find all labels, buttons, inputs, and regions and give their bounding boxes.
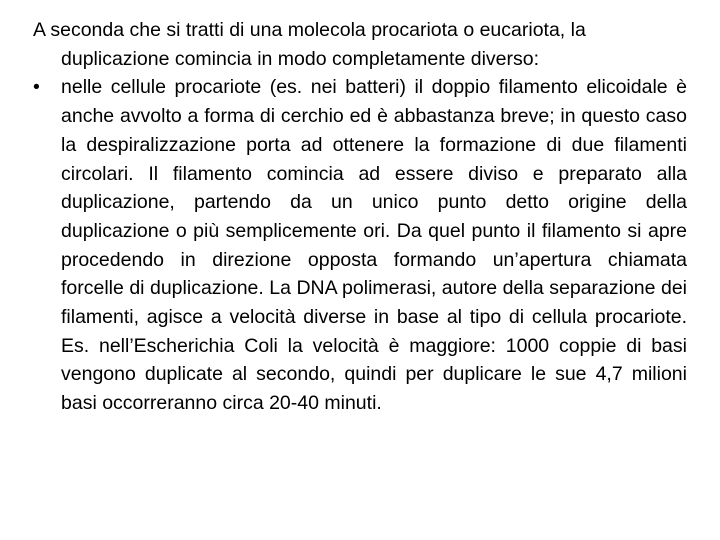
bullet-item [33,73,687,417]
bullet-icon: • [33,76,40,99]
bullet-text: nelle cellule procariote (es. nei batteri) il doppio filamento elicoidale è anche avvolto a forma di cerchio ed è abbastanza breve; in questo caso la despiralizzazione porta ad ottenere la formazione di due filamenti circolari. Il filamento comincia ad essere diviso e preparato alla duplicazione, partendo da un unico punto detto origine della duplicazione o più semplicemente ori. Da quel punto il filamento si apre procedendo in direzione opposta formando un’apertura chiamata forcelle di duplicazione. La DNA polimerasi, autore della separazione dei filamenti, agisce a velocità diverse in base al tipo di cellula procariote. Es. nell’Escherichia Coli la velocità è maggiore: 1000 coppie di basi vengono duplicate al secondo, quindi per duplicare le sue 4,7 milioni basi occorreranno circa 20-40 minuti. [61,76,687,415]
intro-paragraph: A seconda che si tratti di una molecola procariota o eucariota, la duplicazione comincia in modo completamente diverso: [33,19,586,70]
slide-content [33,16,687,418]
